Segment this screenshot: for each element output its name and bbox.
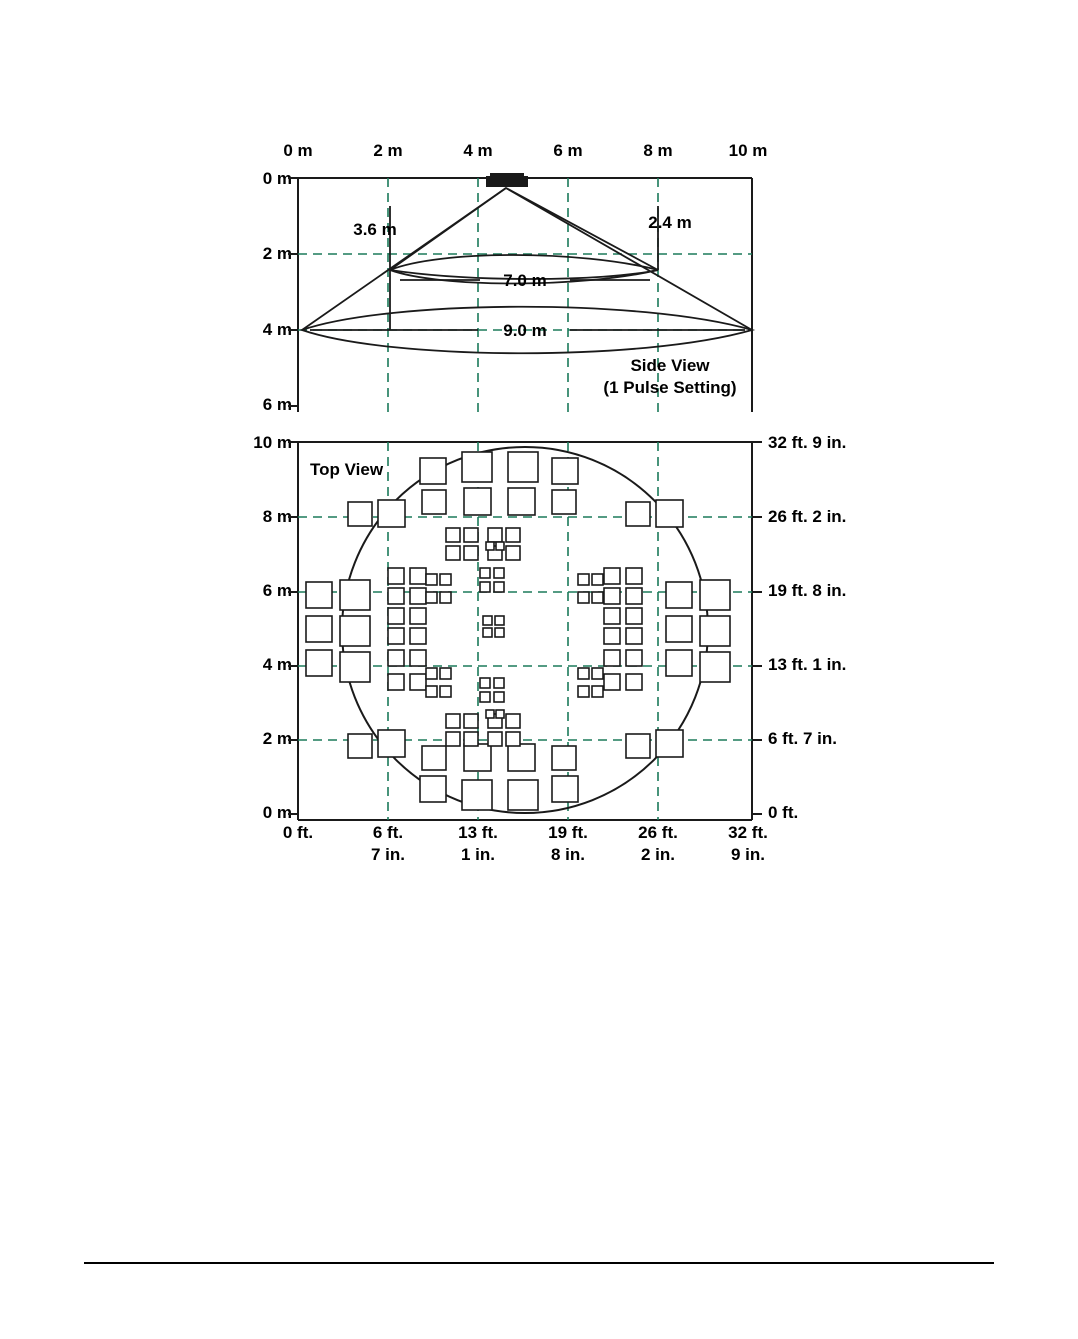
annotation-mid-span: 7.0 m: [503, 271, 547, 290]
side-view-title: Side View: [630, 356, 710, 375]
coverage-diagram-svg: [240, 130, 860, 870]
top-view-group: [253, 433, 846, 864]
top-right-tick-4: 6 ft. 7 in.: [768, 729, 837, 748]
top-left-tick-4: 2 m: [262, 729, 292, 748]
top-view-title: Top View: [310, 460, 384, 479]
top-bottom-tick-4-l1: 26 ft.: [638, 823, 678, 842]
top-right-tick-1: 26 ft. 2 in.: [768, 507, 847, 526]
top-bottom-tick-4-l2: 2 in.: [640, 845, 676, 864]
top-bottom-tick-1-l1: 6 ft.: [372, 823, 404, 842]
side-vertical-gridlines: [388, 178, 658, 412]
side-horizontal-gridlines: [298, 254, 752, 330]
top-right-tick-3: 13 ft. 1 in.: [768, 655, 847, 674]
top-bottom-tick-5-l2: 9 in.: [730, 845, 766, 864]
top-left-tick-1: 8 m: [262, 507, 292, 526]
top-bottom-tick-3-l1: 19 ft.: [548, 823, 588, 842]
sensor-device-icon: [486, 173, 528, 187]
top-left-tick-0: 10 m: [253, 433, 292, 452]
side-top-tick-5: 10 m: [728, 141, 768, 160]
top-bottom-tick-1-l2: 7 in.: [370, 845, 406, 864]
top-right-tick-5: 0 ft.: [768, 803, 799, 822]
annotation-far-coverage: 2.4 m: [648, 213, 692, 232]
top-right-tick-2: 19 ft. 8 in.: [768, 581, 847, 600]
top-right-tick-0: 32 ft. 9 in.: [768, 433, 847, 452]
side-top-tick-2: 4 m: [463, 141, 493, 160]
side-left-tick-3: 6 m: [262, 395, 292, 414]
top-bottom-tick-0-l1: 0 ft.: [282, 823, 314, 842]
annotation-floor-span: 9.0 m: [503, 321, 547, 340]
side-top-tick-1: 2 m: [373, 141, 403, 160]
top-bottom-tick-5-l1: 32 ft.: [728, 823, 768, 842]
side-view-subtitle: (1 Pulse Setting): [603, 378, 737, 397]
top-bottom-tick-2-l2: 1 in.: [460, 845, 496, 864]
side-view-group: [263, 141, 768, 414]
side-left-tick-0: 0 m: [262, 169, 292, 188]
top-left-tick-3: 4 m: [262, 655, 292, 674]
side-top-tick-0: 0 m: [283, 141, 313, 160]
side-left-tick-2: 4 m: [262, 320, 292, 339]
coverage-diagram-figure: [240, 130, 860, 870]
annotation-near-coverage: 3.6 m: [353, 220, 397, 239]
top-bottom-tick-2-l1: 13 ft.: [458, 823, 498, 842]
side-left-tick-1: 2 m: [262, 244, 292, 263]
detection-cells-group: [306, 452, 730, 810]
footer-rule: [84, 1262, 994, 1264]
top-left-tick-5: 0 m: [262, 803, 292, 822]
side-top-tick-4: 8 m: [643, 141, 673, 160]
side-top-tick-3: 6 m: [553, 141, 583, 160]
top-bottom-tick-3-l2: 8 in.: [550, 845, 586, 864]
top-left-tick-2: 6 m: [262, 581, 292, 600]
